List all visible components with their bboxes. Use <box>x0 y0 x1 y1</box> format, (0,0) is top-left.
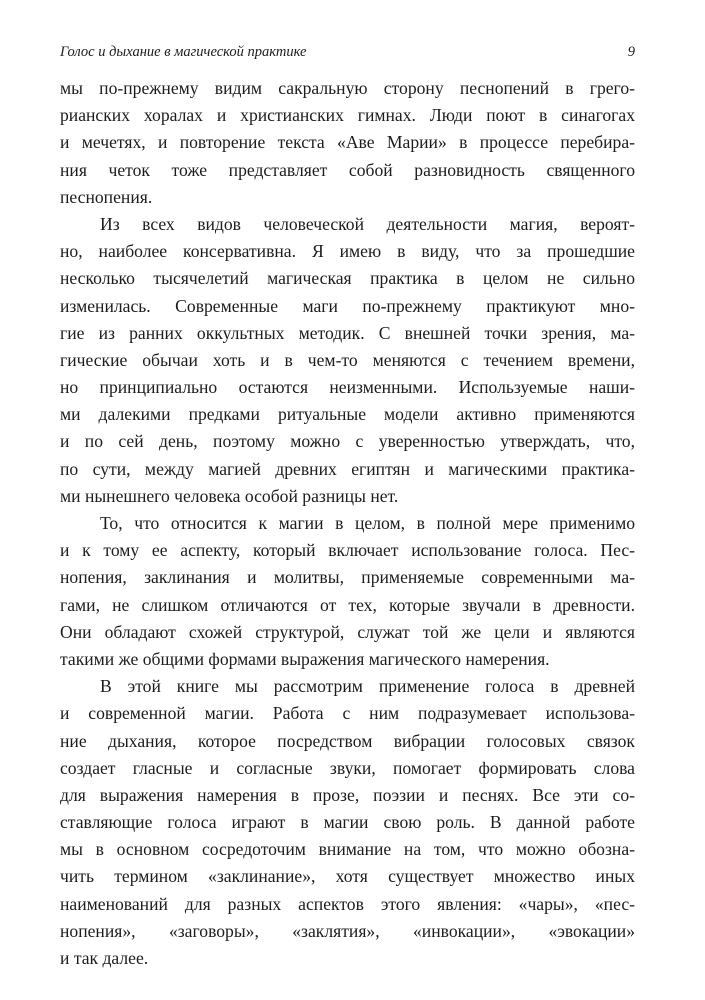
text-line: и так далее. <box>60 948 149 968</box>
text-line: и мечетях, и повторение текста «Аве Марии» в процессе перебира- <box>60 132 635 153</box>
text-line: ми далекими предками ритуальные модели активно применяются <box>60 404 635 425</box>
text-line: ния четок тоже представляет собой разновидность священного <box>60 159 635 180</box>
text-line: В этой книге мы рассмотрим применение голоса в древней <box>100 676 635 697</box>
text-line: песнопения. <box>60 186 153 207</box>
text-line: мы по-прежнему видим сакральную сторону песнопений в грего- <box>60 78 635 98</box>
text-line: но, наиболее консервативна. Я имею в виду, что за прошедшие <box>60 241 635 262</box>
text-line: ми нынешнего человека особой разницы нет. <box>60 485 399 506</box>
running-header <box>60 40 635 64</box>
paragraph <box>60 510 635 673</box>
text-line: нопения», «заговоры», «заклятия», «инвокации», «эвокации» <box>60 920 635 941</box>
text-line: и к тому ее аспекту, который включает использование голоса. Пес- <box>60 540 635 561</box>
text-line: такими же общими формами выражения магического намерения. <box>60 648 550 669</box>
body-text <box>60 75 635 972</box>
text-line: и современной магии. Работа с ним подразумевает использова- <box>60 703 635 724</box>
text-line: наименований для разных аспектов этого явления: «чары», «пес- <box>60 893 635 914</box>
text-line: гие из ранних оккультных методик. С внешней точки зрения, ма- <box>60 322 635 343</box>
text-line: Из всех видов человеческой деятельности магия, вероят- <box>100 213 635 234</box>
text-line: гические обычаи хоть и в чем-то меняются с течением времени, <box>60 349 635 370</box>
text-line: Они обладают схожей структурой, служат той же цели и являются <box>60 621 635 642</box>
text-line: и по сей день, поэтому можно с уверенностью утверждать, что, <box>60 431 635 452</box>
paragraph <box>60 211 635 510</box>
text-line: но принципиально остаются неизменными. Используемые наши- <box>60 377 635 398</box>
text-line: ние дыхания, которое посредством вибрации голосовых связок <box>60 730 635 751</box>
text-line: чить термином «заклинание», хотя существует множество иных <box>60 866 635 887</box>
text-line: по сути, между магией древних египтян и магическими практика- <box>60 458 635 479</box>
running-header-title: Голос и дыхание в магической практике <box>60 44 307 60</box>
text-line: создает гласные и согласные звуки, помогает формировать слова <box>60 757 635 778</box>
text-line: изменилась. Современные маги по-прежнему практикуют мно- <box>60 295 635 316</box>
text-line: рианских хоралах и христианских гимнах. Люди поют в синагогах <box>60 105 635 126</box>
text-line: нопения, заклинания и молитвы, применяемые современными ма- <box>60 567 635 588</box>
paragraph <box>60 75 635 211</box>
text-line: ставляющие голоса играют в магии свою роль. В данной работе <box>60 812 635 833</box>
text-line: гами, не слишком отличаются от тех, которые звучали в древности. <box>60 594 635 615</box>
paragraph <box>60 673 635 972</box>
text-line: То, что относится к магии в целом, в полной мере применимо <box>100 513 635 533</box>
text-line: мы в основном сосредоточим внимание на том, что можно обозна- <box>60 839 635 860</box>
text-line: несколько тысячелетий магическая практика в целом не сильно <box>60 268 635 289</box>
text-line: для выражения намерения в прозе, поэзии и песнях. Все эти со- <box>60 784 635 805</box>
page-number: 9 <box>627 44 635 60</box>
